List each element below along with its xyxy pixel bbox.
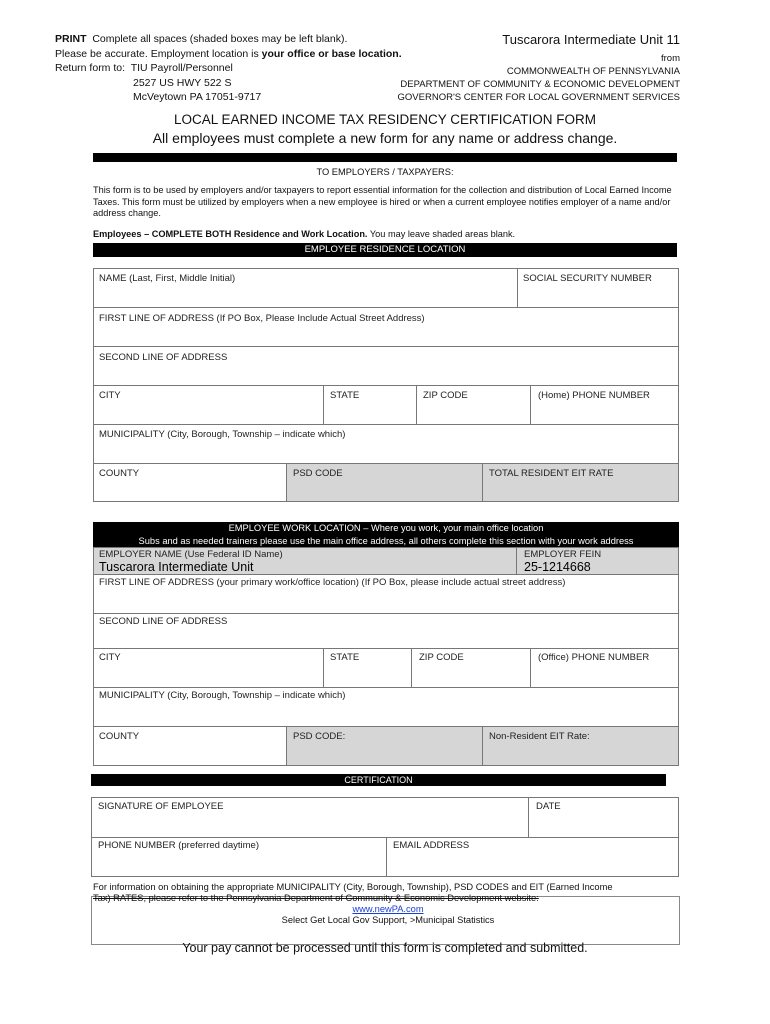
employer-fein-value: 25-1214668	[524, 560, 591, 574]
residence-name-label: NAME (Last, First, Middle Initial)	[99, 273, 236, 284]
residence-address1-field[interactable]	[93, 307, 679, 347]
nonresident-eit-label: Non-Resident EIT Rate:	[489, 731, 590, 742]
work-zip-field[interactable]	[411, 648, 531, 688]
residence-municipality-field[interactable]	[93, 424, 679, 464]
ssn-label: SOCIAL SECURITY NUMBER	[523, 273, 652, 284]
info-line1: For information on obtaining the appropriate MUNICIPALITY (City, Borough, Township), PSD CODES and EIT (Earned Income	[93, 882, 613, 892]
state-line1: COMMONWEALTH OF PENNSYLVANIA	[506, 66, 680, 77]
work-bar	[93, 522, 679, 547]
home-phone-label: (Home) PHONE NUMBER	[538, 390, 650, 401]
residence-city-field[interactable]	[93, 385, 324, 425]
work-city-field[interactable]	[93, 648, 324, 688]
employees-instruction	[93, 229, 685, 241]
org-name: Tuscarora Intermediate Unit 11	[502, 32, 680, 47]
work-address1-field[interactable]	[93, 574, 679, 614]
ssn-field[interactable]	[517, 268, 679, 308]
work-county-label: COUNTY	[99, 731, 140, 742]
residence-zip-label: ZIP CODE	[423, 390, 468, 401]
home-phone-field[interactable]	[530, 385, 679, 425]
return-instructions	[55, 32, 402, 105]
work-bar-line1: EMPLOYEE WORK LOCATION – Where you work, your main office location	[228, 523, 544, 533]
resident-eit-label: TOTAL RESIDENT EIT RATE	[489, 468, 614, 479]
work-state-label: STATE	[330, 652, 360, 663]
cert-phone-field[interactable]	[91, 837, 387, 877]
employees-rest: You may leave shaded areas blank.	[367, 229, 516, 239]
email-field[interactable]	[386, 837, 679, 877]
signature-label: SIGNATURE OF EMPLOYEE	[98, 801, 224, 812]
resident-eit-field[interactable]	[482, 463, 679, 502]
newpa-link[interactable]: www.newPA.com	[352, 904, 424, 914]
work-city-label: CITY	[99, 652, 121, 663]
residence-address1-label: FIRST LINE OF ADDRESS (If PO Box, Please Include Actual Street Address)	[99, 313, 425, 324]
form-title: LOCAL EARNED INCOME TAX RESIDENCY CERTIFICATION FORM	[173, 112, 597, 127]
cert-phone-label: PHONE NUMBER (preferred daytime)	[98, 840, 260, 851]
work-psd-field[interactable]	[286, 726, 483, 766]
work-bar-line2: Subs and as needed trainers please use the main office address, all others complete this section with your work address	[138, 535, 634, 546]
accuracy-bold: your office or base location.	[261, 47, 402, 60]
work-address1-label: FIRST LINE OF ADDRESS (your primary work/office location) (If PO Box, please include actual street address)	[99, 577, 566, 588]
state-line2: DEPARTMENT OF COMMUNITY & ECONOMIC DEVELOPMENT	[400, 79, 680, 90]
state-line3: GOVERNOR'S CENTER FOR LOCAL GOVERNMENT SERVICES	[397, 92, 680, 103]
residence-address2-field[interactable]	[93, 346, 679, 386]
date-label: DATE	[536, 801, 561, 812]
work-address2-label: SECOND LINE OF ADDRESS	[99, 616, 228, 627]
return-line1: TIU Payroll/Personnel	[130, 62, 233, 74]
work-state-field[interactable]	[323, 648, 412, 688]
from-label: from	[661, 53, 680, 64]
work-psd-label: PSD CODE:	[293, 731, 346, 742]
work-address2-field[interactable]	[93, 613, 679, 649]
residence-county-field[interactable]	[93, 463, 287, 502]
employers-heading: TO EMPLOYERS / TAXPAYERS:	[316, 167, 454, 177]
work-municipality-field[interactable]	[93, 687, 679, 727]
residence-city-label: CITY	[99, 390, 121, 401]
work-zip-label: ZIP CODE	[419, 652, 464, 663]
office-phone-label: (Office) PHONE NUMBER	[538, 652, 650, 663]
certification-bar: CERTIFICATION	[91, 774, 666, 786]
residence-psd-label: PSD CODE	[293, 468, 343, 479]
employer-name-field[interactable]	[93, 547, 517, 575]
work-county-field[interactable]	[93, 726, 287, 766]
residence-state-label: STATE	[330, 390, 360, 401]
return-line3: McVeytown PA 17051-9717	[133, 91, 262, 103]
agency-block	[398, 33, 680, 104]
work-municipality-label: MUNICIPALITY (City, Borough, Township – indicate which)	[99, 690, 346, 701]
residence-name-field[interactable]	[93, 268, 518, 308]
residence-state-field[interactable]	[323, 385, 417, 425]
office-phone-field[interactable]	[530, 648, 679, 688]
email-label: EMAIL ADDRESS	[393, 840, 470, 851]
footer-warning: Your pay cannot be processed until this form is completed and submitted.	[182, 941, 588, 955]
employer-name-label: EMPLOYER NAME (Use Federal ID Name)	[99, 549, 283, 560]
nonresident-eit-field[interactable]	[482, 726, 679, 766]
divider-bar	[93, 153, 677, 162]
return-line2: 2527 US HWY 522 S	[133, 76, 232, 89]
residence-address2-label: SECOND LINE OF ADDRESS	[99, 352, 228, 363]
employees-bold: Employees – COMPLETE BOTH Residence and Work Location.	[93, 229, 368, 239]
employer-fein-label: EMPLOYER FEIN	[524, 549, 602, 560]
employer-name-value: Tuscarora Intermediate Unit	[99, 560, 254, 574]
residence-county-label: COUNTY	[99, 468, 140, 479]
residence-psd-field[interactable]	[286, 463, 483, 502]
intro-paragraph: This form is to be used by employers and/or taxpayers to report essential information for the collection and distribution of Local Earned Income Taxes. This form must be utilized by employers when a new employee is hired or when a current employee notifies employer of a name and/or address change.	[93, 185, 672, 218]
info-text	[93, 882, 683, 926]
residence-zip-field[interactable]	[416, 385, 531, 425]
form-subtitle: All employees must complete a new form for any name or address change.	[152, 130, 618, 146]
residence-municipality-label: MUNICIPALITY (City, Borough, Township – indicate which)	[99, 429, 346, 440]
date-field[interactable]	[528, 797, 679, 838]
print-instructions: Complete all spaces (shaded boxes may be left blank).	[92, 33, 348, 45]
print-label: PRINT	[55, 33, 87, 45]
residence-bar: EMPLOYEE RESIDENCE LOCATION	[93, 243, 677, 257]
accuracy-text: Please be accurate. Employment location is	[55, 47, 262, 60]
return-label: Return form to:	[55, 62, 126, 74]
employer-fein-field[interactable]	[516, 547, 679, 575]
info-line3: Select Get Local Gov Support, >Municipal Statistics	[281, 915, 495, 925]
signature-field[interactable]	[91, 797, 529, 838]
info-line2: Tax) RATES, please refer to the Pennsylvania Department of Community & Economic Development website:	[93, 893, 539, 903]
